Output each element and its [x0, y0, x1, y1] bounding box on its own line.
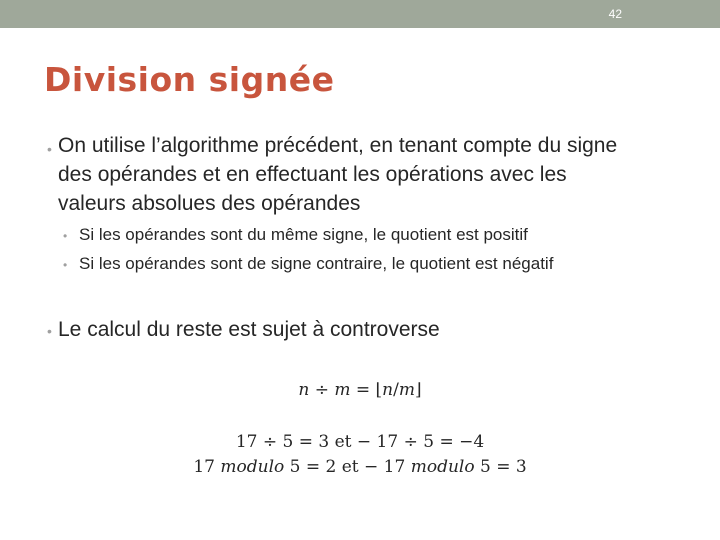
bullet-text-line: On utilise l’algorithme précédent, en tenant compte du signe	[58, 134, 618, 157]
header-bar	[0, 0, 720, 28]
bullet-text-line: valeurs absolues des opérandes	[58, 192, 361, 215]
bullet-icon: •	[47, 141, 52, 157]
bullet-icon: •	[47, 323, 52, 339]
sub-bullet-icon: •	[63, 258, 68, 272]
bullet-text-line: des opérandes et en effectuant les opérations avec les	[58, 163, 567, 186]
formula-example-division: 17 ÷ 5 = 3 et − 17 ÷ 5 = −4	[235, 432, 485, 452]
sub-bullet-icon: •	[63, 229, 68, 243]
page-number: 42	[608, 7, 622, 21]
formula-example-modulo: 17 𝑚𝑜𝑑𝑢𝑙𝑜 5 = 2 et − 17 𝑚𝑜𝑑𝑢𝑙𝑜 5 = 3	[193, 457, 527, 477]
formula-definition: 𝑛 ÷ 𝑚 = ⌊𝑛/𝑚⌋	[298, 380, 422, 400]
sub-bullet-text: Si les opérandes sont du même signe, le quotient est positif	[79, 225, 528, 244]
bullet-text-line: Le calcul du reste est sujet à controverse	[58, 318, 440, 341]
sub-bullet-text: Si les opérandes sont de signe contraire, le quotient est négatif	[79, 254, 554, 273]
slide-title: Division signée	[44, 60, 335, 99]
